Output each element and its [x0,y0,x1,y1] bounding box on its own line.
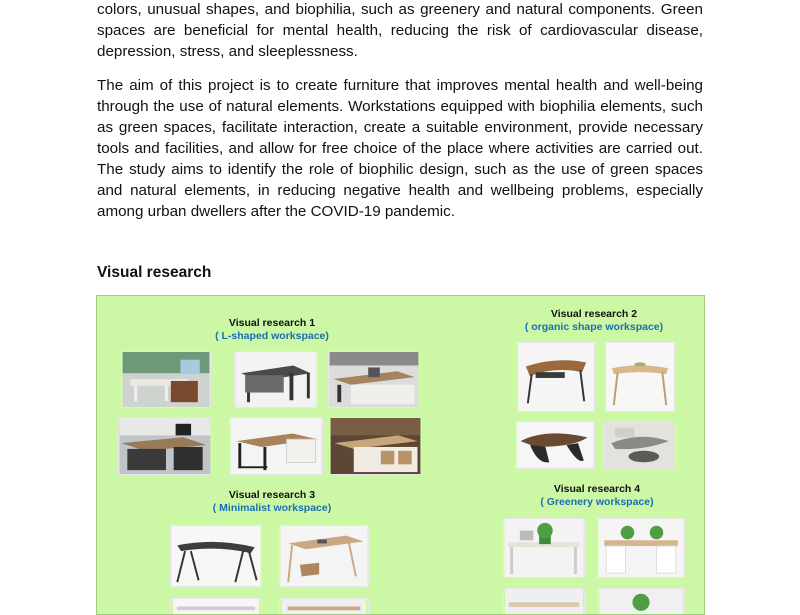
l-shaped-desk-photo [329,417,422,475]
group-4-subtitle: ( Greenery workspace) [540,496,654,508]
minimalist-desk-photo [170,598,262,615]
organic-desk-photo [605,342,675,412]
group-2-heading: Visual research 2 [550,308,638,320]
l-shaped-desk-photo [328,351,420,408]
minimalist-desk-photo [170,525,262,587]
group-1-heading: Visual research 1 [228,317,316,329]
greenery-desk-photo [597,518,685,578]
aim-paragraph: The aim of this project is to create furniture that improves mental health and well-being through the use of natural elements. Workstations equipped with biophilia elements, such as green spaces, facilitate interaction, create a suitable environment, provide necessary tools and facilities, and allow for free choice of the place where activities are carried out. The study aims to identify the role of biophilic design, such as the use of green spaces and natural elements, in reducing negative health and wellbeing problems, especially among urban dwellers after the COVID-19 pandemic. [97,77,703,220]
l-shaped-desk-photo [234,351,318,408]
organic-desk-photo [604,421,676,469]
group-3-heading: Visual research 3 [228,489,316,501]
organic-desk-photo [515,421,595,469]
group-2-title [509,308,679,334]
group-4-title [517,483,677,509]
group-3-subtitle: ( Minimalist workspace) [212,502,332,514]
group-3-title [192,489,352,515]
minimalist-desk-photo [279,598,369,615]
l-shaped-desk-photo [229,417,323,475]
group-1-title [192,317,352,343]
greenery-desk-photo [597,588,685,615]
greenery-desk-photo [503,588,585,615]
organic-desk-photo [517,342,595,412]
section-heading: Visual research [97,264,212,281]
l-shaped-desk-photo [118,417,212,475]
minimalist-desk-photo [279,525,369,587]
intro-paragraph: colors, unusual shapes, and biophilia, such as greenery and natural components. Green spaces are beneficial for mental health, reducing the risk of cardiovascular disease, depression, stress, and sleeplessness. [97,1,703,60]
visual-research-panel [96,295,705,615]
greenery-desk-photo [503,518,585,578]
group-4-heading: Visual research 4 [553,483,641,495]
l-shaped-desk-photo [121,351,211,408]
group-2-subtitle: ( organic shape workspace) [524,321,664,333]
group-1-subtitle: ( L-shaped workspace) [215,330,329,342]
